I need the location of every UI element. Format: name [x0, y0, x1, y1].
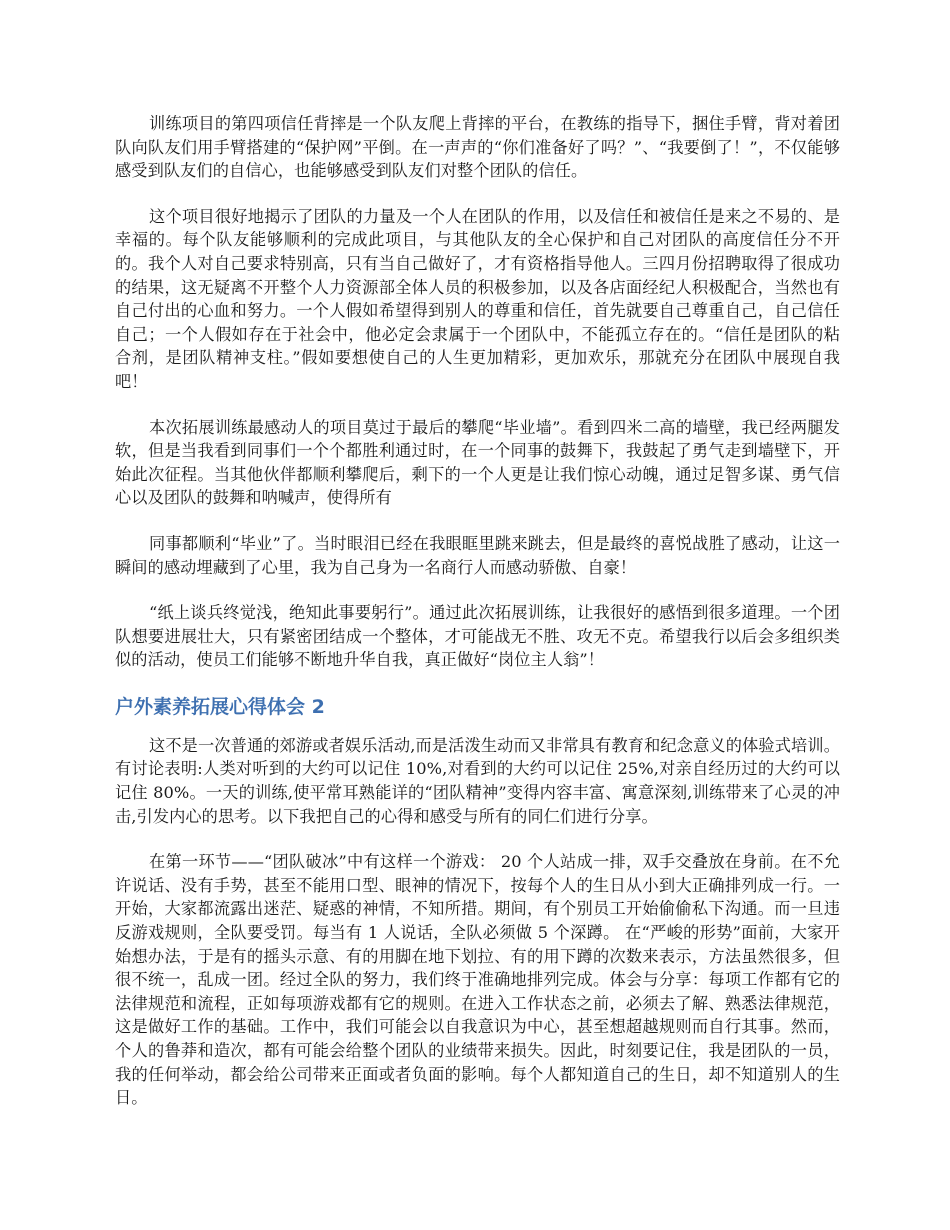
paragraph-conclusion: “纸上谈兵终觉浅，绝知此事要躬行”。通过此次拓展训练，让我很好的感悟到很多道理。一个团队想要进展壮大，只有紧密团结成一个整体，才可能战无不胜、攻无不克。希望我行以后会多组织类似的活动，使员工们能够不断地升华自我，真正做好“岗位主人翁”！ [115, 603, 840, 670]
paragraph-team-trust: 这个项目很好地揭示了团队的力量及一个人在团队的作用，以及信任和被信任是来之不易的、是幸福的。每个队友能够顺利的完成此项目，与其他队友的全心保护和自己对团队的高度信任分不开的。我个人对自己要求特别高，只有当自己做好了，才有资格指导他人。三四月份招聘取得了很成功的结果，这无疑离不开整个人力资源部全体人员的积极参加，以及各店面经纪人积极配合，当然也有自己付出的心血和努力。一个人假如希望得到别人的尊重和信任，首先就要自己尊重自己，自己信任自己；一个人假如存在于社会中，他必定会隶属于一个团队中，不能孤立存在的。“信任是团队的粘合剂，是团队精神支柱。”假如要想使自己的人生更加精彩，更加欢乐，那就充分在团队中展现自我吧！ [115, 206, 840, 391]
paragraph-trust-fall: 训练项目的第四项信任背摔是一个队友爬上背摔的平台，在教练的指导下，捆住手臂，背对着团队向队友们用手臂搭建的“保护网”平倒。在一声声的“你们准备好了吗？”、“我要倒了！”，不仅能够感受到队友们的自信心，也能够感受到队友们对整个团队的信任。 [115, 114, 840, 181]
section-heading: 户外素养拓展心得体会 2 [115, 695, 325, 718]
paragraph-ice-breaking: 在第一环节——“团队破冰”中有这样一个游戏： 20 个人站成一排，双手交叠放在身前。在不允许说话、没有手势，甚至不能用口型、眼神的情况下，按每个人的生日从小到大正确排列成一行。一开始，大家都流露出迷茫、疑惑的神情，不知所措。期间，有个别员工开始偷偷私下沟通。而一旦违反游戏规则，全队要受罚。每当有 1 人说话，全队必须做 5 个深蹲。 在“严峻的形势”面前，大家开始想办法，于是有的摇头示意、有的用脚在地下划拉、有的用下蹲的次数来表示，方法虽然很多，但很不统一，乱成一团。经过全队的努力，我们终于准确地排列完成。体会与分享：每项工作都有它的法律规范和流程，正如每项游戏都有它的规则。在进入工作状态之前，必须去了解、熟悉法律规范，这是做好工作的基础。工作中，我们可能会以自我意识为中心，甚至想超越规则而自行其事。然而，个人的鲁莽和造次，都有可能会给整个团队的业绩带来损失。因此，时刻要记住，我是团队的一员，我的任何举动，都会给公司带来正面或者负面的影响。每个人都知道自己的生日，却不知道别人的生日。 [115, 852, 840, 1108]
paragraph-graduation-success: 同事都顺利“毕业”了。当时眼泪已经在我眼眶里跳来跳去，但是最终的喜悦战胜了感动，让这一瞬间的感动埋藏到了心里，我为自己身为一名商行人而感动骄傲、自豪！ [115, 533, 840, 577]
paragraph-experience-intro: 这不是一次普通的郊游或者娱乐活动,而是活泼生动而又非常具有教育和纪念意义的体验式培训。有讨论表明:人类对听到的大约可以记住 10%,对看到的大约可以记住 25%,对亲自经历过的大约可以记住 80%。一天的训练,使平常耳熟能详的“团队精神”变得内容丰富、寓意深刻,训练带来了心灵的冲击,引发内心的思考。以下我把自己的心得和感受与所有的同仁们进行分享。 [115, 735, 840, 826]
document-page [115, 112, 840, 1132]
paragraph-graduation-wall: 本次拓展训练最感动人的项目莫过于最后的攀爬“毕业墙”。看到四米二高的墙壁，我已经两腿发软，但是当我看到同事们一个个都胜利通过时，在一个同事的鼓舞下，我鼓起了勇气走到墙壁下，开始此次征程。当其他伙伴都顺利攀爬后，剩下的一个人更是让我们惊心动魄，通过足智多谋、勇气信心以及团队的鼓舞和呐喊声，使得所有 [115, 417, 840, 508]
